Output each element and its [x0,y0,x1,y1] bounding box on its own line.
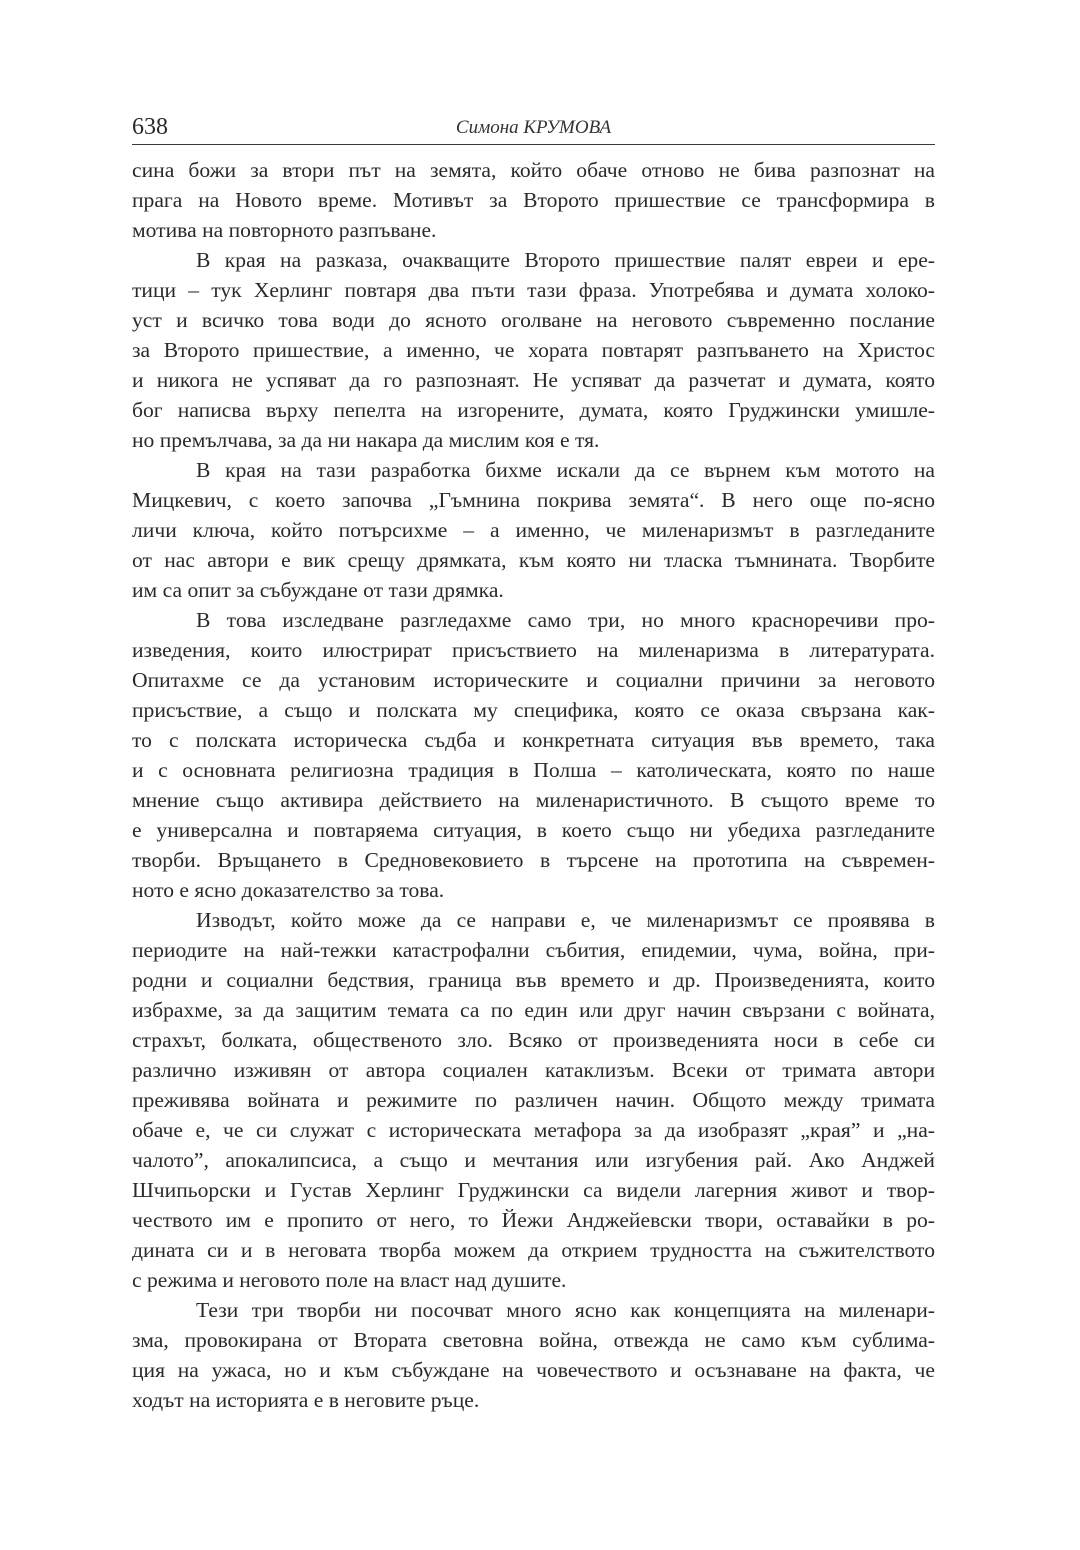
text-line: мнение също активира действието на миленаристичното. В същото време то [132,788,935,812]
text-line: избрахме, за да защитим темата са по един или друг начин свързани с войната, [132,998,935,1022]
text-line: тици – тук Херлинг повтаря два пъти тази фраза. Употребява и думата холоко- [132,278,935,302]
text-line: дината си и в неговата творба можем да открием трудността на съжителството [132,1238,935,1262]
paragraph [132,905,935,1295]
text-line: В това изследване разгледахме само три, но много красноречиви про- [196,608,935,632]
text-line: периодите на най-тежки катастрофални събития, епидемии, чума, война, при- [132,938,935,962]
text-line: В края на тази разработка бихме искали да се върнем към мотото на [196,458,935,482]
text-line: Изводът, който може да се направи е, че миленаризмът се проявява в [196,908,935,932]
text-line: и никога не успяват да го разпознаят. Не успяват да разчетат и думата, която [132,368,935,392]
text-line: то с полската историческа съдба и конкретната ситуация във времето, така [132,728,935,752]
text-line: Опитахме се да установим историческите и социални причини за неговото [132,668,935,692]
paragraph [132,245,935,455]
text-line: от нас автори е вик срещу дрямката, към която ни тласка тъмнината. Творбите [132,548,935,572]
text-line: и с основната религиозна традиция в Полша – католическата, която по наше [132,758,935,782]
text-line: творби. Връщането в Средновековието в търсене на прототипа на съвремен- [132,848,935,872]
text-line: присъствие, а също и полската му специфика, която се оказа свързана как- [132,698,935,722]
document-page [132,110,935,1415]
text-line: бог написва върху пепелта на изгорените, думата, която Груджински умишле- [132,398,935,422]
text-line: страхът, болката, общественото зло. Всяко от произведенията носи в себе си [132,1028,935,1052]
text-line: родни и социални бедствия, граница във времето и др. Произведенията, които [132,968,935,992]
text-line: Мицкевич, с което започва „Гъмнина покрива земята“. В него още по-ясно [132,488,935,512]
text-line: за Второто пришествие, а именно, че хората повтарят разпъването на Христос [132,338,935,362]
text-line: чеството им е пропито от него, то Йежи Анджейевски твори, оставайки в ро- [132,1208,935,1232]
text-line: сина божи за втори път на земята, който обаче отново не бива разпознат на [132,158,935,182]
text-line: зма, провокирана от Втората световна война, отвежда не само към сублима- [132,1328,935,1352]
running-header [132,110,935,145]
text-line: Тези три творби ни посочват много ясно как концепцията на миленари- [196,1298,935,1322]
text-line: прага на Новото време. Мотивът за Второто пришествие се трансформира в [132,188,935,212]
text-line: В края на разказа, очакващите Второто пришествие палят евреи и ере- [196,248,935,272]
text-line: мотива на повторното разпъване. [132,218,437,242]
text-line: обаче е, че си служат с историческата метафора за да изобразят „края” и „на- [132,1118,935,1142]
text-line: е универсална и повтаряема ситуация, в което също ни убедиха разгледаните [132,818,935,842]
paragraph [132,1295,935,1415]
body-text [132,155,935,1415]
paragraph [132,155,935,245]
text-line: личи ключа, който потърсихме – а именно, че миленаризмът в разгледаните [132,518,935,542]
text-line: Шчипьорски и Густав Херлинг Груджински са видели лагерния живот и твор- [132,1178,935,1202]
text-line: чалото”, апокалипсиса, а също и мечтания или изгубения рай. Ако Анджей [132,1148,935,1172]
paragraph [132,455,935,605]
text-line: изведения, които илюстрират присъствието на миленаризма в литературата. [132,638,935,662]
text-line: но премълчава, за да ни накара да мислим коя е тя. [132,428,600,452]
text-line: ното е ясно доказателство за това. [132,878,445,902]
text-line: ходът на историята е в неговите ръце. [132,1388,480,1412]
text-line: различно изживян от автора социален катаклизъм. Всеки от тримата автори [132,1058,935,1082]
text-line: им са опит за събуждане от тази дрямка. [132,578,504,602]
header-author: Симона КРУМОВА [455,117,612,138]
text-line: с режима и неговото поле на власт над душите. [132,1268,567,1292]
text-line: преживява войната и режимите по различен начин. Общото между тримата [132,1088,935,1112]
page-number: 638 [132,114,168,140]
text-line: уст и всичко това води до ясното оголване на неговото съвременно послание [132,308,935,332]
paragraph [132,605,935,905]
text-line: ция на ужаса, но и към събуждане на човечеството и осъзнаване на факта, че [132,1358,935,1382]
